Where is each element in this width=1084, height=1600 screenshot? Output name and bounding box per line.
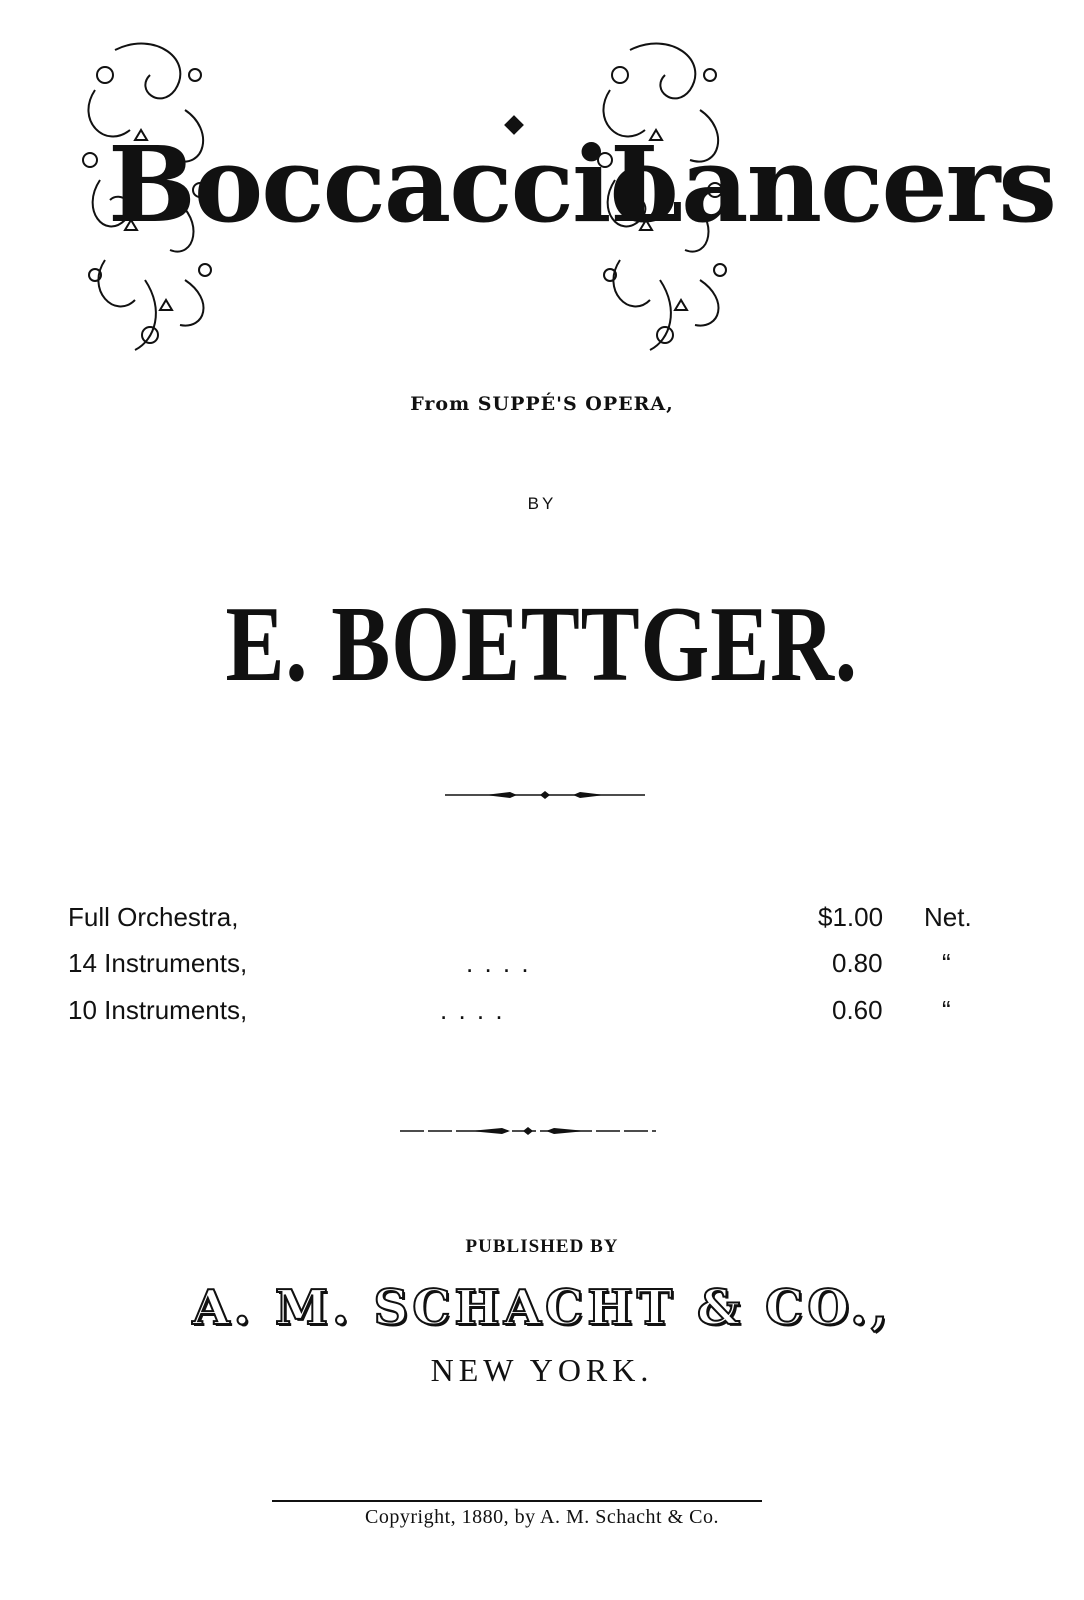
price-value: 0.80: [832, 948, 883, 978]
composer-name: E. BOETTGER.: [225, 585, 858, 704]
publisher-city: NEW YORK.: [430, 1352, 654, 1388]
price-value: 0.60: [832, 995, 883, 1025]
price-suffix: “: [942, 948, 951, 978]
title-word-lancers: Lancers: [610, 123, 1055, 246]
publisher-name: A. M. SCHACHT & CO.,: [192, 1280, 892, 1336]
price-suffix: “: [942, 995, 951, 1025]
price-label: 14 Instruments,: [68, 948, 248, 978]
price-label: 10 Instruments,: [68, 995, 248, 1025]
copyright-divider: [272, 1500, 762, 1502]
by-line: BY: [527, 494, 557, 513]
decorative-rule-upper: [445, 788, 645, 802]
price-label: Full Orchestra,: [68, 902, 239, 932]
ornamental-title: [70, 30, 1055, 380]
subtitle: From SUPPÉ'S OPERA,: [410, 393, 674, 415]
leader-dots: . . . .: [440, 995, 505, 1025]
decorative-rule-lower: [400, 1124, 656, 1138]
published-by-label: PUBLISHED BY: [465, 1236, 619, 1257]
leader-dots: . . . .: [466, 948, 531, 978]
price-row: [68, 990, 998, 1030]
price-value: $1.00: [818, 902, 884, 932]
price-suffix: Net.: [924, 902, 972, 932]
price-row: [68, 897, 998, 937]
copyright-notice: Copyright, 1880, by A. M. Schacht & Co.: [365, 1506, 719, 1528]
title-word-boccaccio: Boccaccio: [108, 123, 677, 246]
price-row: [68, 943, 998, 983]
